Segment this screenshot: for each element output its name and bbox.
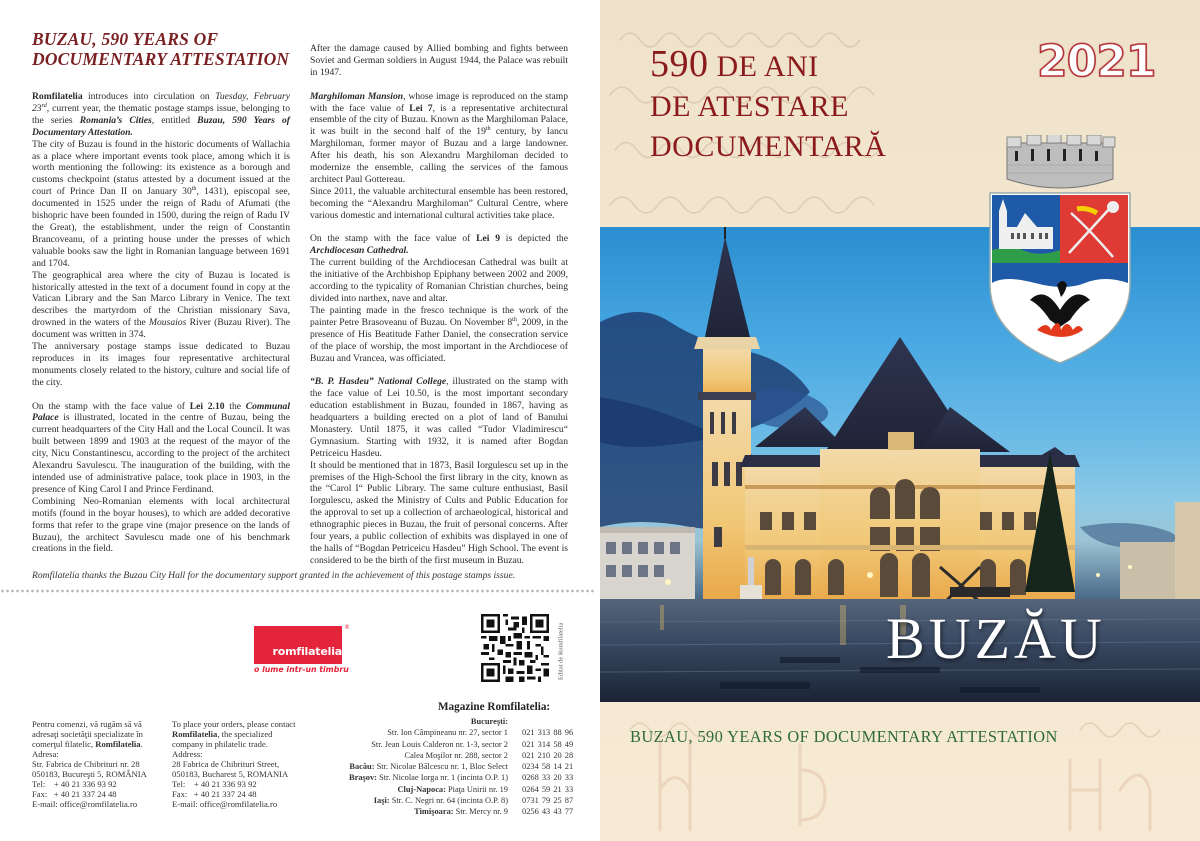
shop-address: Calea Moşilor nr. 288, sector 2 <box>404 750 508 760</box>
face-value: Lei 9 <box>476 233 501 245</box>
shop-phone: 0731 79 25 87 <box>522 796 574 806</box>
buzau-coat-of-arms-icon <box>985 135 1135 365</box>
shop-address: Str. Mercy nr. 9 <box>453 807 508 817</box>
text: the <box>224 400 246 412</box>
city-name-title: BUZĂU <box>886 606 1106 671</box>
issue-date: Tuesday, February 23 <box>32 91 290 114</box>
acknowledgement: Romfilatelia thanks the Buzau City Hall for the documentary support granted in the achievement of this postage stamps issue. <box>32 570 516 581</box>
text: . <box>140 739 143 749</box>
ordinal: th <box>485 126 491 133</box>
monument-name: Marghiloman Mansion <box>310 90 404 102</box>
shop-phone: 021 314 58 49 <box>522 739 574 749</box>
shop-row <box>330 806 592 817</box>
city: Bacău: <box>349 762 375 772</box>
restored-paragraph: Since 2011, the valuable architectural ensemble has been restored, becoming the “Alexandru Marghiloman” Cultural Centre, where various domestic and international cultural activities take place. <box>310 185 568 221</box>
ordinal: th <box>512 316 517 323</box>
cover-subtitle: BUZAU, 590 YEARS OF DOCUMENTARY ATTESTATION <box>630 727 1058 746</box>
damage-paragraph: After the damage caused by Allied bombing and fights between Soviet and German soldiers in August 1944, the Palace was rebuilt in 1947. <box>310 43 568 78</box>
spacer <box>310 222 568 234</box>
ordinal: th <box>191 186 197 193</box>
college-paragraph <box>310 376 568 459</box>
series-name: Romania’s Cities <box>79 114 152 126</box>
neo-romanian-paragraph: Combining Neo-Romanian elements with local architectural motifs (found in the boyar houses), to which are added decorative forms that refer to the grape vine (major presence on the lands of Buzau), the architect Savulescu made one of his benchmark creations in the field. <box>32 495 290 555</box>
shop-phone: 021 313 88 96 <box>522 728 574 738</box>
contact-english <box>172 719 312 809</box>
text: , whose image is reproduced on the stamp with the face value of <box>310 90 569 114</box>
shop-phone: 0268 33 20 33 <box>522 773 574 783</box>
brand-name: Romfilatelia <box>172 729 218 739</box>
city: Iaşi: <box>373 796 390 806</box>
shops-title: Magazine Romfilatelia: <box>438 701 551 713</box>
text: , illustrated on the stamp with the face value of Lei 10.50, is the most important secondary education establishment in Buzau, founded in 1867, having as headquarters a building erected on a plot of land of Banului Monastery. Until 1875, it was called “Tudor Vladimirescu“ Gymnasium. Starting with 1932, it is named after Bogdan Petriceicu Hasdeu. <box>310 376 568 459</box>
communal-palace-paragraph <box>32 401 290 496</box>
text: , the specialized <box>217 729 273 739</box>
monument-name: Archdiocesan Cathedral. <box>310 245 409 257</box>
monument-name: Communal Palace <box>32 400 290 424</box>
text: comerţul filatelic, <box>32 739 96 749</box>
shop-address: Piaţa Unirii nr. 19 <box>445 784 508 794</box>
text: , 1431), episcopal see, documented in 1525 under the reign of Radu of Afumati (the bishopric have been founded in 1500, during the reign of Radu IV the Great), the establishment, under the reign of Constantin Brancoveanu, of a printing house under the presses of which valuable books saw the light in Romanian language between 1691 and 1704. <box>32 186 290 269</box>
email-link[interactable]: E-mail: office@romfilatelia.ro <box>32 799 138 809</box>
text-column-2 <box>310 43 568 567</box>
cathedral-paragraph: The current building of the Archdiocesan Cathedral was built at the initiative of the Archbishop Epiphany between 2002 and 2009, according to the typicality of Romanian Christian churches, being divided into narthex, nave and altar. <box>310 257 568 304</box>
face-value: Lei 7 <box>409 102 433 114</box>
address-city: 050183, Bucureşti 5, ROMÂNIA <box>32 769 147 779</box>
logo-wordmark: romfilatelia <box>272 645 342 658</box>
edited-by-label: Editat de Romfilatelia <box>557 622 565 680</box>
contact-line: Pentru comenzi, vă rugăm să vă <box>32 719 142 729</box>
shop-phone: 021 210 20 28 <box>522 750 574 760</box>
text: , current year, the thematic postage stamps issue, belonging to the series <box>32 102 290 126</box>
text: century, by Iancu Marghiloman, former mayor of Buzau and a large landowner. After his death, his son Alexandru Marghiloman decided to modernize the ensemble, calling the services of the famous architect Paul Gottereau. <box>310 126 568 185</box>
spacer <box>32 389 290 401</box>
text: , 2009, in the presence of His Beatitude Father Daniel, the consecration service of the place of worship, the most important in the Archdiocese of Buzau and Vrancea, was officiated. <box>310 316 568 364</box>
city: Braşov: <box>349 773 377 783</box>
contact-line: Address: <box>172 749 203 759</box>
cover-page <box>600 0 1200 841</box>
registered-mark: ® <box>344 624 350 631</box>
romfilatelia-logo <box>254 622 350 676</box>
address-street: 28 Fabrica de Chibrituri Street, <box>172 759 280 769</box>
face-value: Lei 2.10 <box>189 400 225 412</box>
phone: Tel: + 40 21 336 93 92 <box>32 779 117 789</box>
shop-row <box>330 727 592 738</box>
brand-name: Romfilatelia <box>95 739 141 749</box>
fax: Fax: + 40 21 337 24 48 <box>32 789 117 799</box>
anniversary-paragraph: The anniversary postage stamps issue dedicated to Buzau reproduces in its images four representative architectural monuments closely related to the history, culture and social life of the city. <box>32 341 290 388</box>
headline-line-2: DE ATESTARE <box>650 90 849 123</box>
cathedral-intro <box>310 233 568 257</box>
page-title: BUZAU, 590 YEARS OF DOCUMENTARY ATTESTATION <box>32 29 290 69</box>
text: DE ANI <box>708 50 819 83</box>
shop-phone: 0234 58 14 21 <box>522 762 574 772</box>
river-name: Mousaios <box>149 317 187 329</box>
history-paragraph <box>32 139 290 270</box>
shop-row <box>330 795 592 806</box>
address-city: 050183, Bucharest 5, ROMANIA <box>172 769 289 779</box>
anniversary-number: 590 <box>650 43 709 85</box>
text: The painting made in the fresco technique is the work of the painter Petre Brasoveanu of Buzau. On November 8 <box>310 304 568 328</box>
library-paragraph: It should be mentioned that in 1873, Basil Iorgulescu set up in the premises of the High-School the first library in the city, known as the “Carol I“ Public Library. The same culture enthusiast, Basil Iorgulescu, asked the Ministry of Cults and Public Education for the approval to set up a collection of archaeological, historical and ethnographic pieces in Buzau, the fruit of personal concerns. After four years, a public collection of exhibits was displayed in one of the halls of “Bogdan Petriceicu Hasdeu” High School. The event is considered to be the birth of the first museum in Buzau. <box>310 459 568 566</box>
phone: Tel: + 40 21 336 93 92 <box>172 779 257 789</box>
text: On the stamp with the face value of <box>310 233 477 245</box>
contact-line: To place your orders, please contact <box>172 719 296 729</box>
contact-line: adresaţi societăţii specializate în <box>32 729 143 739</box>
contact-line: Adresa: <box>32 749 59 759</box>
geography-paragraph <box>32 270 290 341</box>
text: is illustrated, located in the centre of Buzau, being the current headquarters of the City Hall and the Local Council. It was built between 1899 and 1903 at the request of the mayor of the city, Nicu Constantinescu, according to the project of the architect Alexandru Savulescu. The inauguration of the building, with the intended use of administrative palace, took place in 1903, in the presence of King Carol I and Prince Ferdinand. <box>32 412 290 495</box>
shop-phone: 0264 59 21 33 <box>522 784 574 794</box>
marghiloman-paragraph <box>310 91 568 186</box>
shop-row <box>330 761 592 772</box>
qr-code-icon[interactable] <box>481 614 549 682</box>
contact-line: company in philatelic trade. <box>172 739 268 749</box>
shop-phone: 0256 43 43 77 <box>522 807 574 817</box>
text: , entitled <box>151 114 198 126</box>
address-street: Str. Fabrica de Chibrituri nr. 28 <box>32 759 140 769</box>
shop-address: Str. Nicolae Bălcescu nr. 1, Bloc Select <box>374 762 508 772</box>
text-column-1 <box>32 91 290 555</box>
shop-row <box>330 739 592 750</box>
city: Timişoara: <box>414 807 454 817</box>
cover-headline <box>650 44 886 167</box>
shop-address: Str. Jean Louis Calderon nr. 1-3, sector 2 <box>371 739 508 749</box>
text: River (Buzau River). The document was written in 374. <box>32 317 290 341</box>
shop-row <box>330 784 592 795</box>
spacer <box>310 79 568 91</box>
text: The geographical area where the city of Buzau is located is historically attested in the text of a document found in copy at the Vatican Library and the San Marco Library in Venice. The text describes the martyrdom of the Christian missionary Sava, drowned in the waters of the <box>32 269 290 329</box>
text: , is a representative architectural ensemble of the city of Buzau. Known as the Marghiloman Palace, it was built in the second half of the 19 <box>310 102 568 138</box>
fax: Fax: + 40 21 337 24 48 <box>172 789 257 799</box>
contact-line <box>32 739 162 749</box>
contact-line <box>172 729 312 739</box>
shop-address: Str. C. Negri nr. 64 (incinta O.P. 8) <box>389 796 508 806</box>
year-badge: 2021 <box>1037 36 1156 87</box>
shop-address: Str. Nicolae Iorga nr. 1 (incinta O.P. 1) <box>376 773 508 783</box>
perforation-divider <box>0 589 596 593</box>
shops-list <box>330 716 592 818</box>
brand-name: Romfilatelia <box>32 91 83 102</box>
contact-romanian <box>32 719 162 809</box>
city-label: Bucureşti: <box>470 717 508 726</box>
headline-line-1 <box>650 44 886 87</box>
shop-row <box>330 772 592 783</box>
issue-title: Buzau, 590 Years of Documentary Attestation. <box>32 114 290 138</box>
spacer <box>310 364 568 376</box>
painting-paragraph <box>310 305 568 365</box>
city: Cluj-Napoca: <box>397 784 446 794</box>
headline-line-3: DOCUMENTARĂ <box>650 130 887 163</box>
ordinal: rd <box>41 102 47 109</box>
text: The city of Buzau is found in the historic documents of Wallachia as a place where important events took place, among which it is worth mentioning the following: its existence as a borough and customs checkpoint (status attested by a document issued at the court of Prince Dan II on January 30 <box>32 138 290 198</box>
shop-address: Str. Ion Câmpineanu nr. 27, sector 1 <box>387 728 508 738</box>
shop-group-label <box>330 716 592 727</box>
text: On the stamp with the face value of <box>32 400 190 412</box>
shop-row <box>330 750 592 761</box>
logo-tagline: o lume intr-un timbru <box>254 665 349 674</box>
text: is depicted the <box>500 233 568 245</box>
intro-paragraph <box>32 91 290 139</box>
text: introduces into circulation on <box>82 91 216 102</box>
monument-name: “B. P. Hasdeu” National College <box>310 376 447 388</box>
email-link[interactable]: E-mail: office@romfilatelia.ro <box>172 799 278 809</box>
